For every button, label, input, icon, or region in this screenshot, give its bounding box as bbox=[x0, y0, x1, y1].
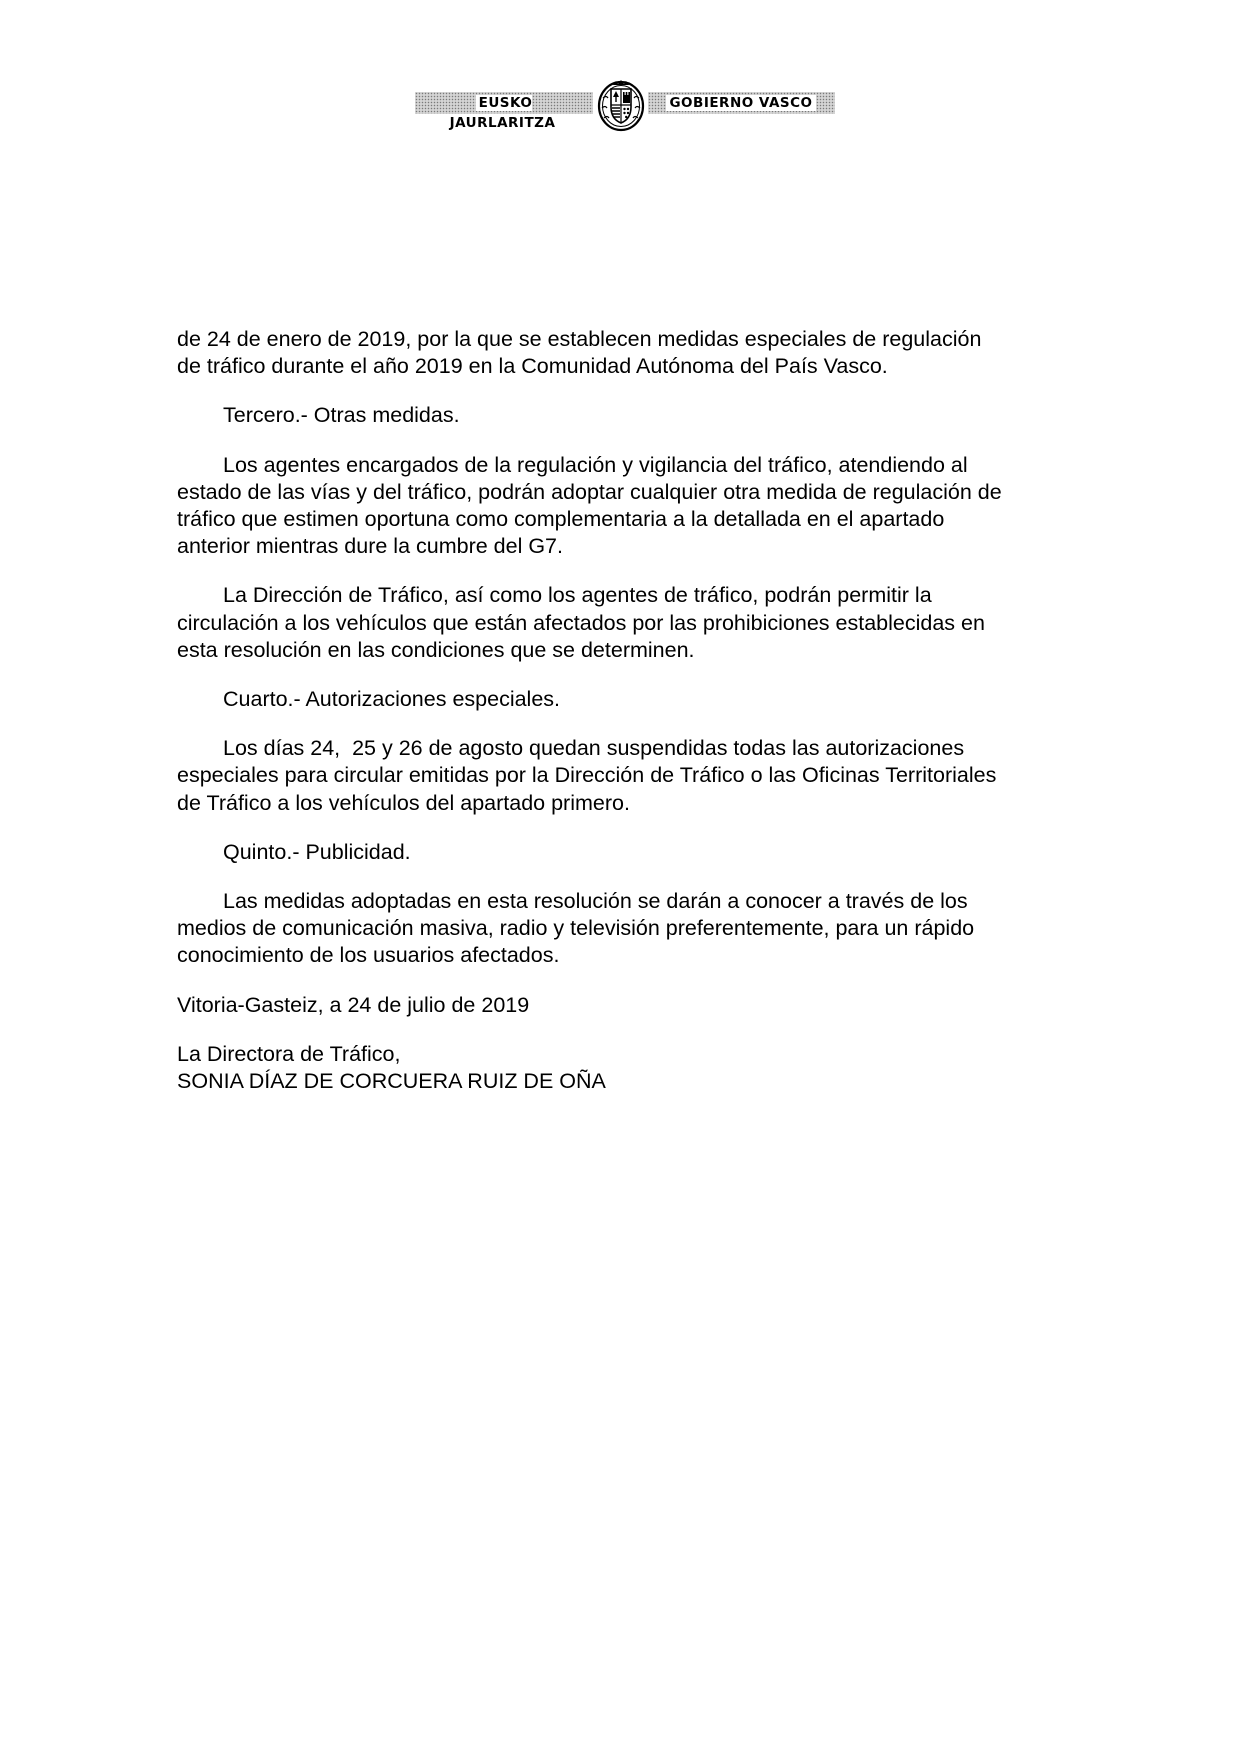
quinto-paragraph-1 bbox=[177, 888, 1077, 970]
text-line: anterior mientras dure la cumbre del G7. bbox=[177, 534, 563, 559]
text-line: esta resolución en las condiciones que se determinen. bbox=[177, 637, 695, 662]
text-line: medios de comunicación masiva, radio y televisión preferentemente, para un rápido bbox=[177, 916, 975, 941]
signer-title: La Directora de Tráfico, bbox=[177, 1041, 401, 1066]
text-line: Los agentes encargados de la regulación y vigilancia del tráfico, atendiendo al bbox=[223, 452, 968, 477]
logo-text-right bbox=[651, 93, 831, 113]
text-line: tráfico que estimen oportuna como complementaria a la detallada en el apartado bbox=[177, 507, 945, 532]
header-logo bbox=[415, 78, 835, 132]
text-line: de tráfico durante el año 2019 en la Comunidad Autónoma del País Vasco. bbox=[177, 354, 888, 379]
intro-paragraph bbox=[177, 326, 1077, 380]
logo-text-left bbox=[419, 93, 589, 131]
tercero-paragraph-1 bbox=[177, 452, 1077, 561]
section-heading-cuarto: Cuarto.- Autorizaciones especiales. bbox=[223, 687, 561, 712]
document-body bbox=[177, 326, 1077, 1117]
place-and-date: Vitoria-Gasteiz, a 24 de julio de 2019 bbox=[177, 992, 530, 1017]
text-line: especiales para circular emitidas por la Dirección de Tráfico o las Oficinas Territoriales bbox=[177, 763, 997, 788]
section-heading-quinto: Quinto.- Publicidad. bbox=[223, 839, 411, 864]
text-line: Las medidas adoptadas en esta resolución se darán a conocer a través de los bbox=[223, 889, 968, 914]
text-line: La Dirección de Tráfico, así como los agentes de tráfico, podrán permitir la bbox=[223, 583, 932, 608]
logo-right-label: GOBIERNO VASCO bbox=[666, 95, 815, 111]
signer-name: SONIA DÍAZ DE CORCUERA RUIZ DE OÑA bbox=[177, 1069, 606, 1094]
cuarto-paragraph-1 bbox=[177, 735, 1077, 817]
text-line: estado de las vías y del tráfico, podrán adoptar cualquier otra medida de regulación de bbox=[177, 479, 1002, 504]
text-line: circulación a los vehículos que están afectados por las prohibiciones establecidas en bbox=[177, 610, 985, 635]
signature-block bbox=[177, 1041, 1077, 1095]
crest-icon bbox=[597, 78, 645, 132]
text-line: de 24 de enero de 2019, por la que se establecen medidas especiales de regulación bbox=[177, 327, 982, 351]
logo-left-label: EUSKO JAURLARITZA bbox=[450, 95, 559, 131]
text-line: conocimiento de los usuarios afectados. bbox=[177, 943, 560, 968]
text-line: de Tráfico a los vehículos del apartado primero. bbox=[177, 790, 630, 815]
tercero-paragraph-2 bbox=[177, 582, 1077, 664]
text-line: Los días 24, 25 y 26 de agosto quedan suspendidas todas las autorizaciones bbox=[223, 736, 965, 761]
section-heading-tercero: Tercero.- Otras medidas. bbox=[223, 403, 460, 428]
